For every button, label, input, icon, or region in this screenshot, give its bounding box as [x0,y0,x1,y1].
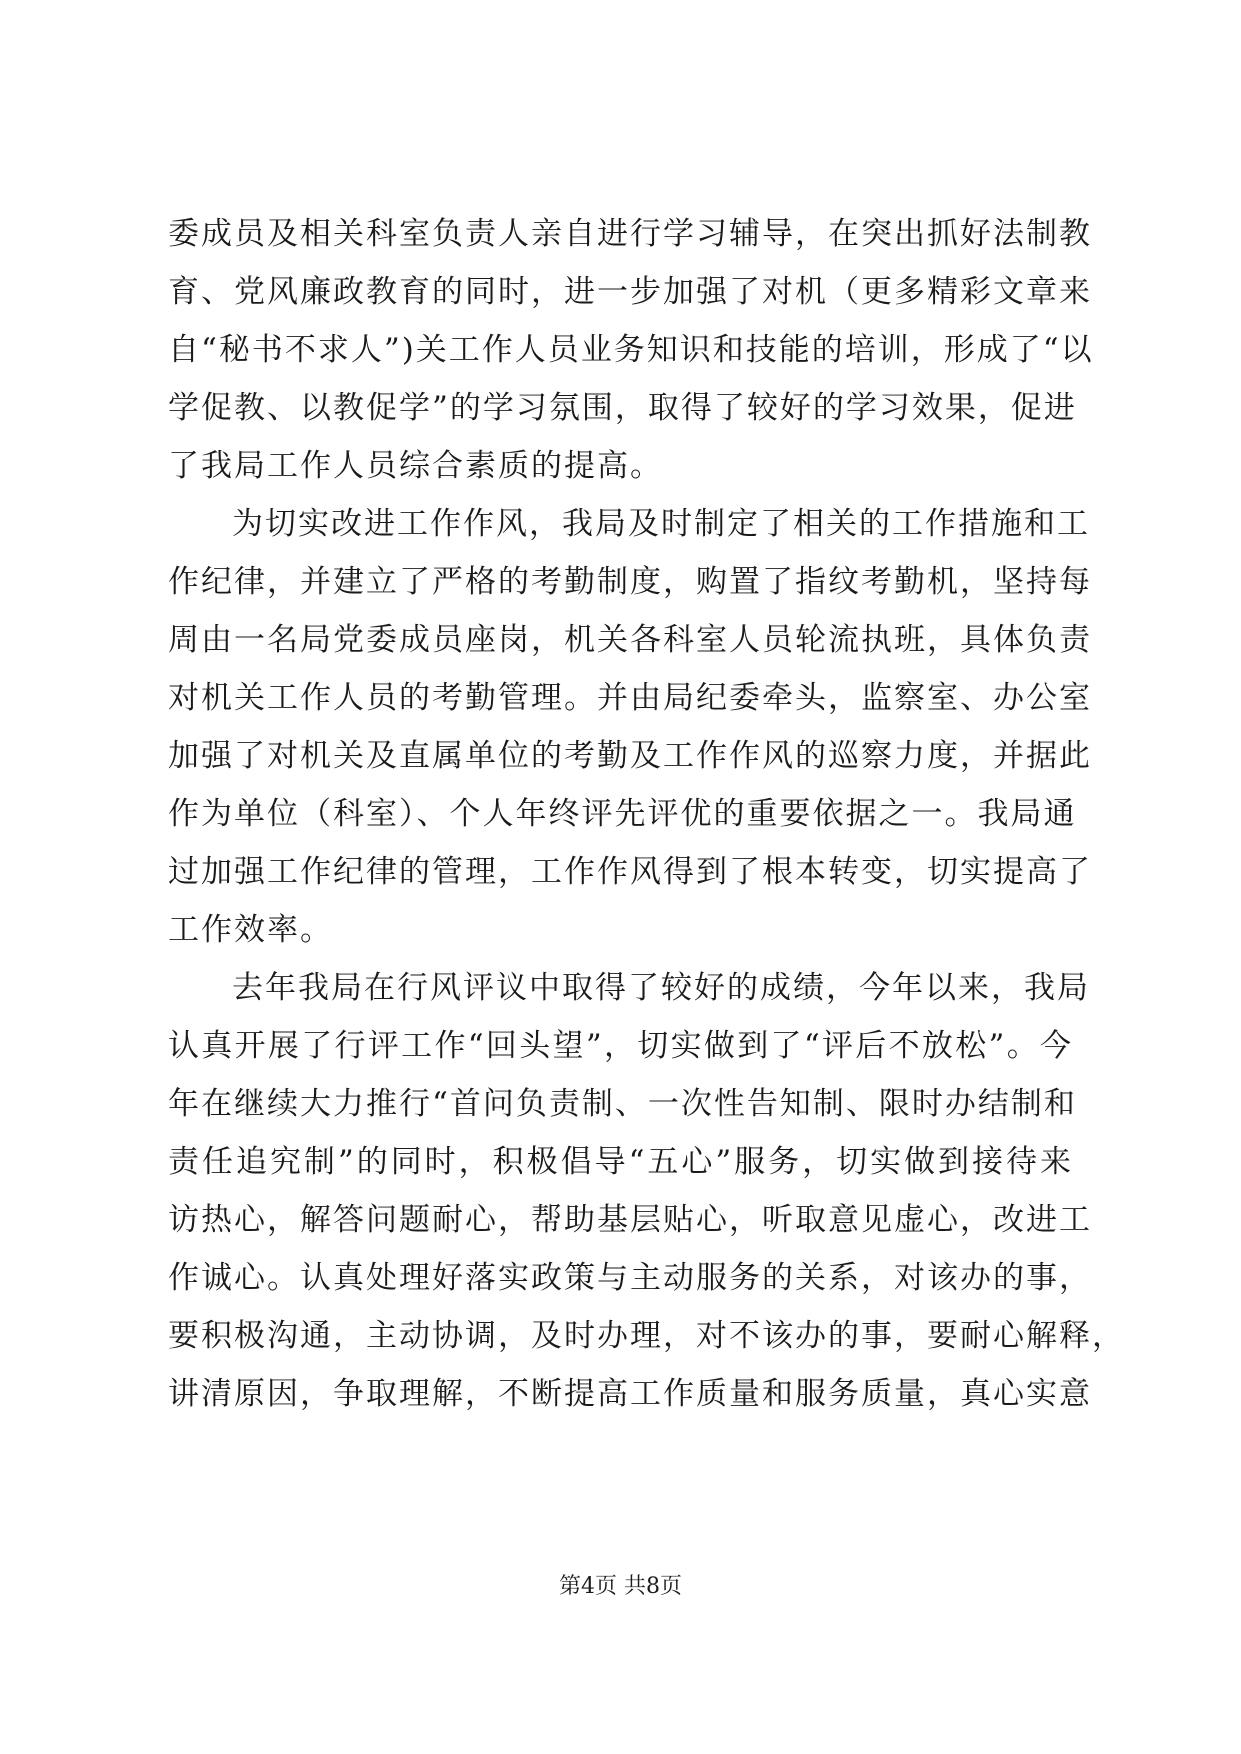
text-line: 委成员及相关科室负责人亲自进行学习辅导，在突出抓好法制教 [168,216,1092,252]
text-line: 作诚心。认真处理好落实政策与主动服务的关系，对该办的事， [168,1260,1092,1296]
text-line: 访热心，解答问题耐心，帮助基层贴心，听取意见虚心，改进工 [168,1202,1092,1238]
text-line: 为切实改进工作作风，我局及时制定了相关的工作措施和工 [232,506,1090,542]
text-line: 了我局工作人员综合素质的提高。 [168,448,663,484]
page-number-label: 第4页 共8页 [559,1574,682,1599]
text-line: 作纪律，并建立了严格的考勤制度，购置了指纹考勤机，坚持每 [168,564,1092,600]
text-line: 学促教、以教促学”的学习氛围，取得了较好的学习效果，促进 [168,390,1077,426]
text-line: 认真开展了行评工作“回头望”，切实做到了“评后不放松”。今 [168,1028,1073,1064]
text-line: 周由一名局党委成员座岗，机关各科室人员轮流执班，具体负责 [168,622,1092,658]
text-line: 责任追究制”的同时，积极倡导“五心”服务，切实做到接待来 [168,1144,1073,1180]
page-footer [0,1572,1241,1602]
text-line: 要积极沟通，主动协调，及时办理，对不该办的事，要耐心解释， [168,1318,1125,1354]
text-line: 加强了对机关及直属单位的考勤及工作作风的巡察力度，并据此 [168,738,1092,774]
text-line: 对机关工作人员的考勤管理。并由局纪委牵头，监察室、办公室 [168,680,1092,716]
text-line: 去年我局在行风评议中取得了较好的成绩，今年以来，我局 [232,970,1090,1006]
text-line: 作为单位（科室）、个人年终评先评优的重要依据之一。我局通 [168,796,1077,832]
text-line: 年在继续大力推行“首问负责制、一次性告知制、限时办结制和 [168,1086,1077,1122]
text-line: 自“秘书不求人”)关工作人员业务知识和技能的培训，形成了“以 [168,332,1094,368]
text-line: 工作效率。 [168,912,333,948]
text-line: 过加强工作纪律的管理，工作作风得到了根本转变，切实提高了 [168,854,1092,890]
text-line: 讲清原因，争取理解，不断提高工作质量和服务质量，真心实意 [168,1376,1092,1412]
text-line: 育、党风廉政教育的同时，进一步加强了对机（更多精彩文章来 [168,274,1092,310]
